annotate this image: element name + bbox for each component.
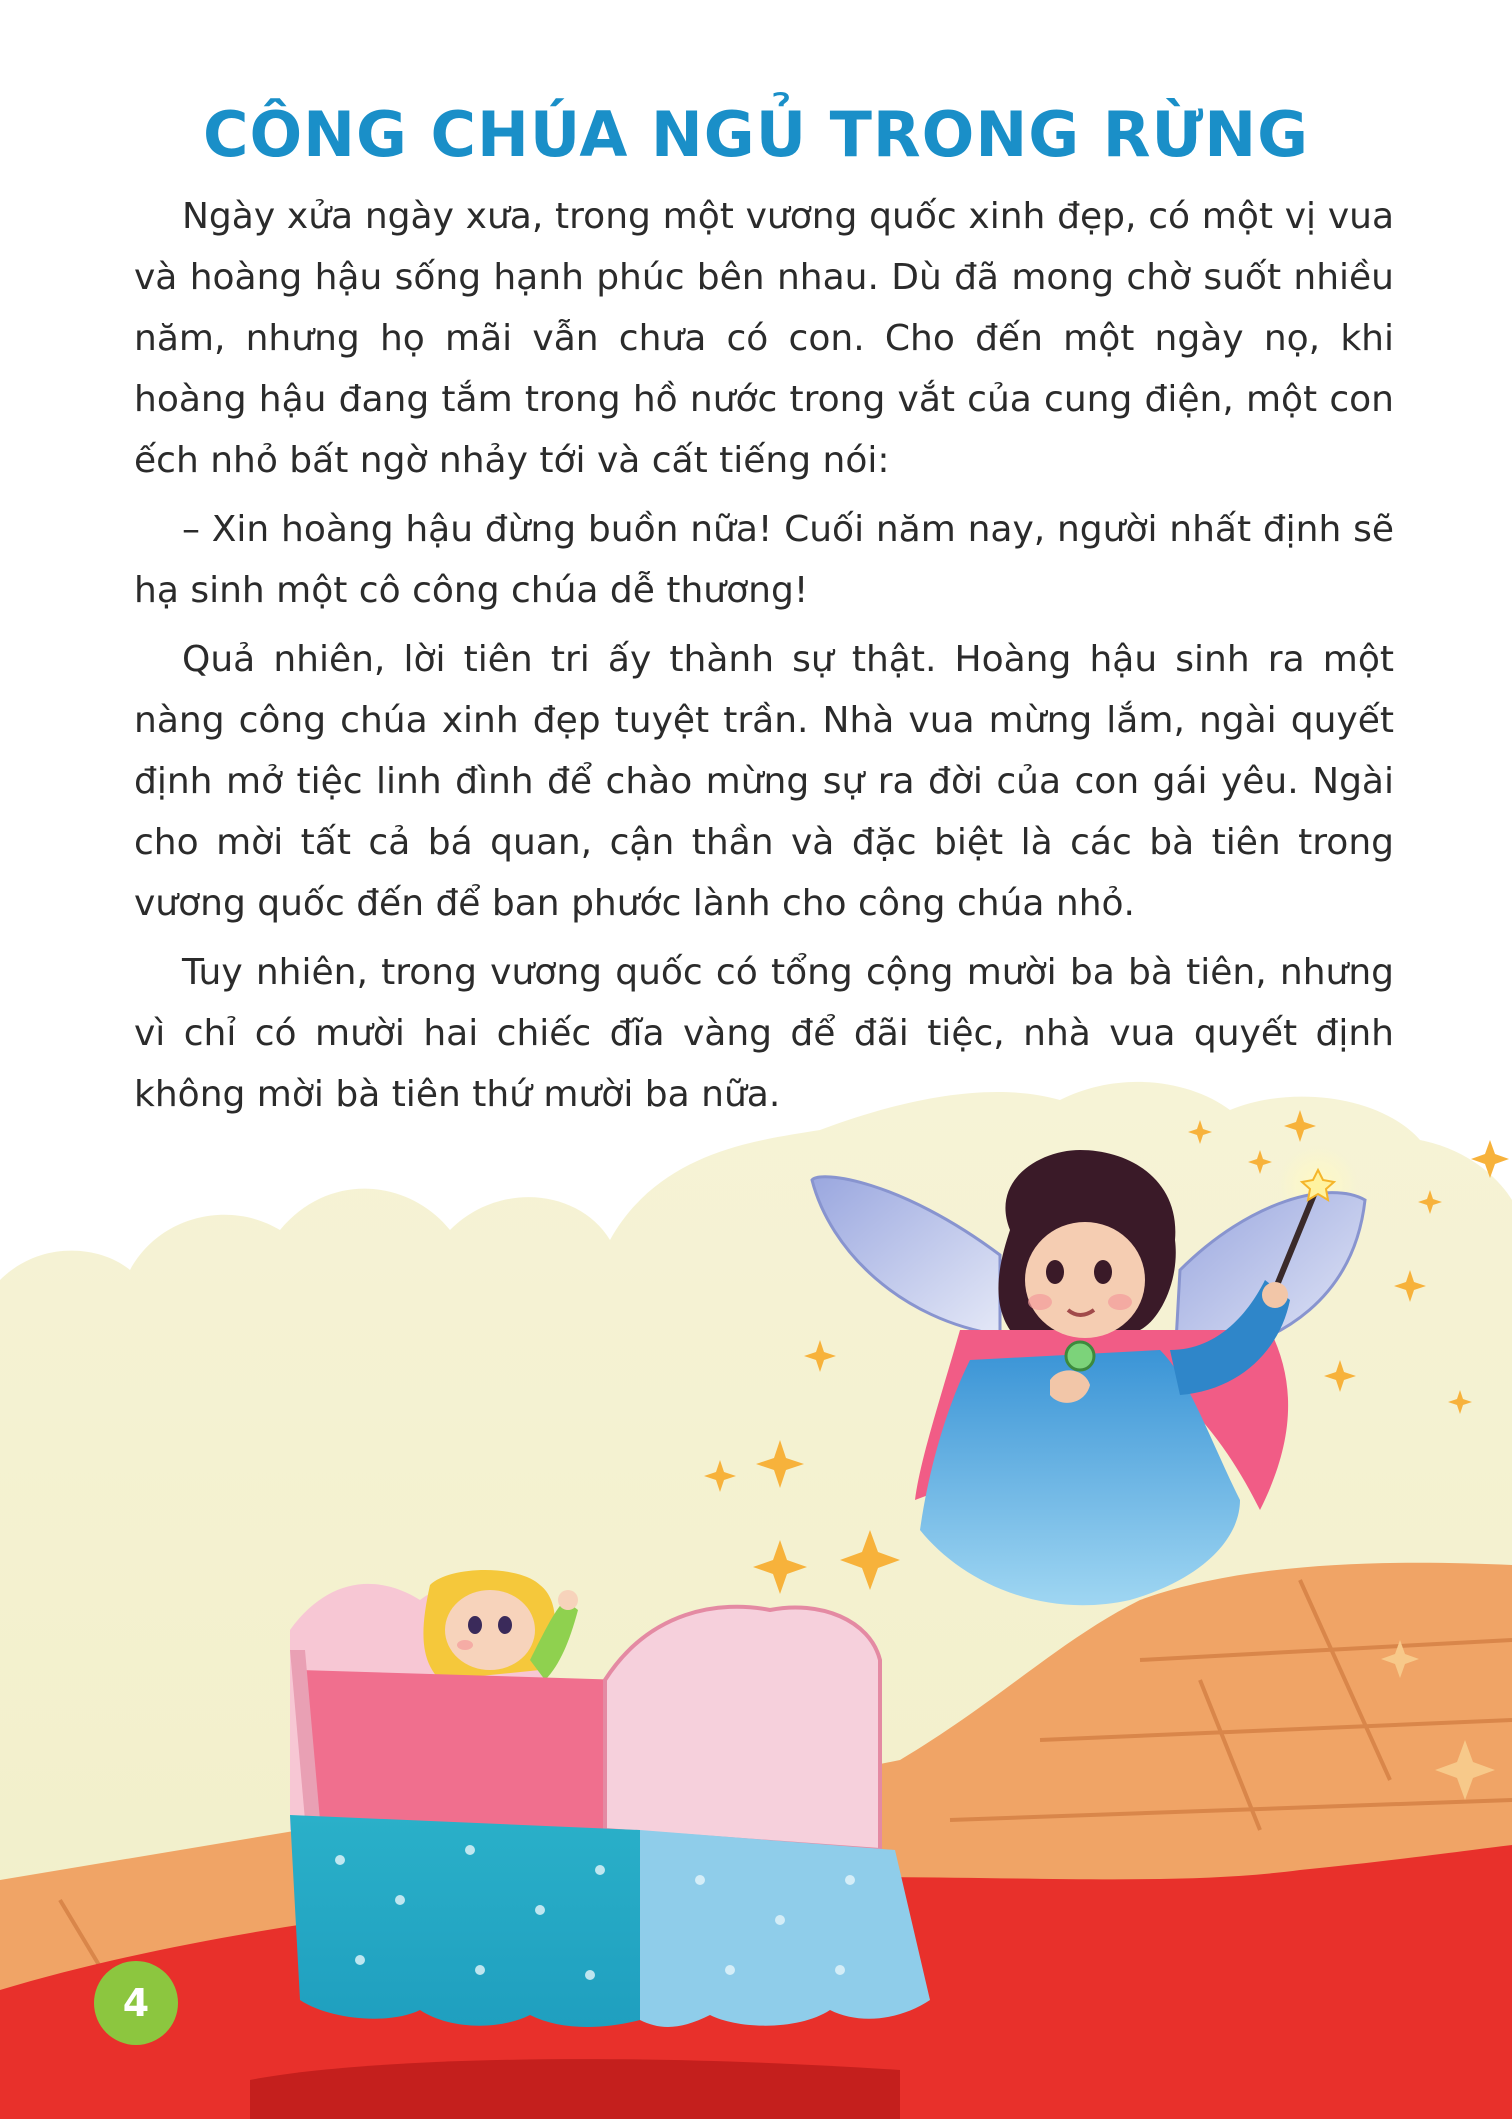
paragraph-2: – Xin hoàng hậu đừng buồn nữa! Cuối năm nay, người nhất định sẽ hạ sinh một cô công chúa dễ thương! xyxy=(134,509,1394,611)
fairy-face xyxy=(1025,1222,1145,1338)
cradle-rim xyxy=(300,1670,625,1830)
brooch-gem xyxy=(1066,1342,1094,1370)
cradle-skirt-right xyxy=(640,1830,930,2027)
paragraph-4: Tuy nhiên, trong vương quốc có tổng cộng mười ba bà tiên, nhưng vì chỉ có mười hai chiếc đĩa vàng để đãi tiệc, nhà vua quyết định không mời bà tiên thứ mười ba nữa. xyxy=(134,952,1394,1115)
cradle-front-panel xyxy=(605,1607,880,1850)
story-title: CÔNG CHÚA NGỦ TRONG RỪNG xyxy=(202,98,1310,171)
cradle-skirt-left xyxy=(290,1815,640,2027)
paragraph-3: Quả nhiên, lời tiên tri ấy thành sự thật. Hoàng hậu sinh ra một nàng công chúa xinh đẹp tuyệt trần. Nhà vua mừng lắm, ngài quyết định mở tiệc linh đình để chào mừng sự ra đời của con gái yêu. Ngài cho mời tất cả bá quan, cận thần và đặc biệt là các bà tiên trong vương quốc đến để ban phước lành cho công chúa nhỏ. xyxy=(134,639,1394,924)
fairy-and-cradle-illustration xyxy=(0,1060,1512,2119)
story-text xyxy=(134,186,1394,1133)
page-number-badge: 4 xyxy=(94,1961,178,2045)
paragraph-1: Ngày xửa ngày xưa, trong một vương quốc xinh đẹp, có một vị vua và hoàng hậu sống hạnh phúc bên nhau. Dù đã mong chờ suốt nhiều năm, nhưng họ mãi vẫn chưa có con. Cho đến một ngày nọ, khi hoàng hậu đang tắm trong hồ nước trong vắt của cung điện, một con ếch nhỏ bất ngờ nhảy tới và cất tiếng nói: xyxy=(134,196,1394,481)
